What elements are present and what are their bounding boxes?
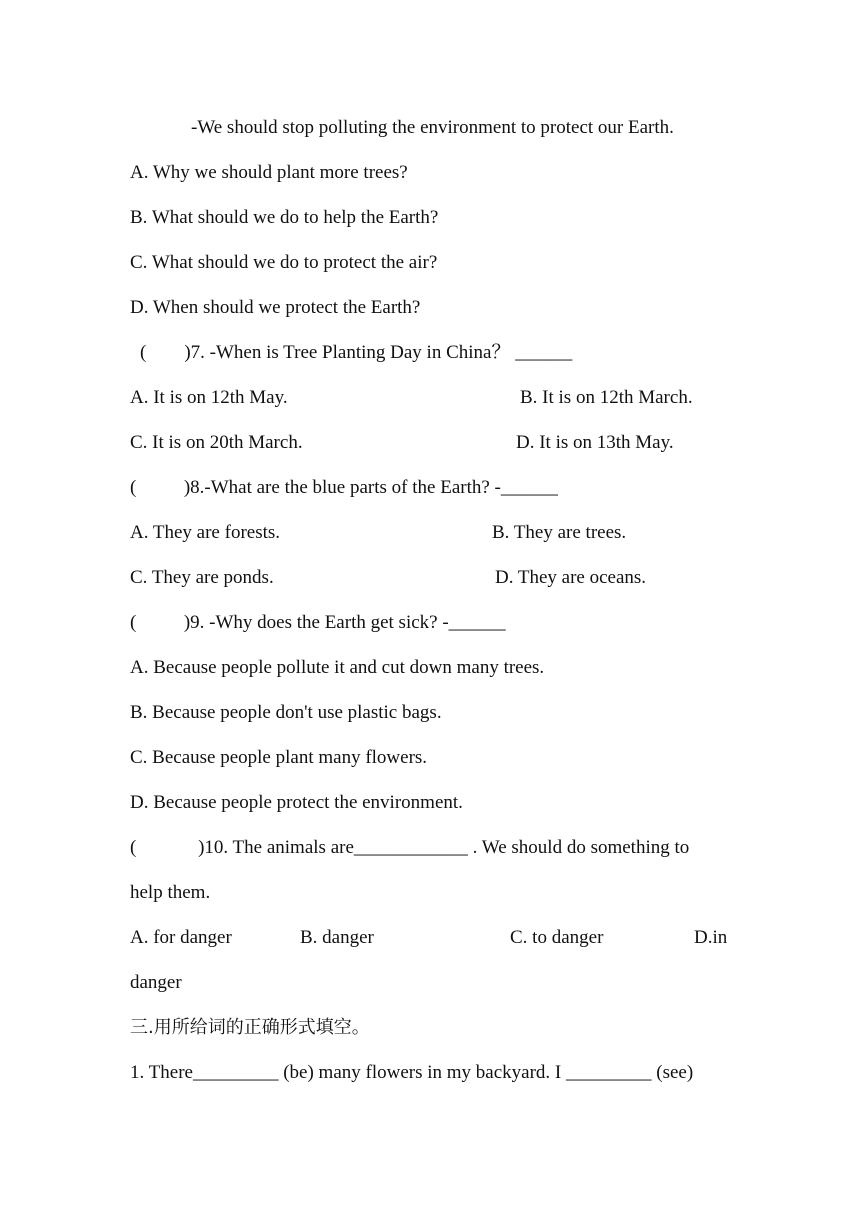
q9-stem: ( )9. -Why does the Earth get sick? -______: [130, 612, 506, 633]
q8-option-b: B. They are trees.: [492, 522, 627, 543]
q9-option-b: B. Because people don't use plastic bags.: [130, 702, 442, 723]
q9-option-a: A. Because people pollute it and cut down many trees.: [130, 657, 545, 678]
q7-option-c: C. It is on 20th March.: [130, 432, 303, 453]
q6-option-d: D. When should we protect the Earth?: [130, 297, 421, 318]
q6-option-a: A. Why we should plant more trees?: [130, 162, 408, 183]
q7-option-a: A. It is on 12th May.: [130, 387, 288, 408]
q10-stem-line2: help them.: [130, 882, 211, 903]
section3-heading: 三.用所给词的正确形式填空。: [130, 1017, 370, 1038]
q10-option-d-wrap: danger: [130, 972, 182, 993]
q8-option-d: D. They are oceans.: [495, 567, 647, 588]
q10-option-c: C. to danger: [510, 927, 604, 948]
q7-stem: ( )7. -When is Tree Planting Day in China？ ______: [140, 342, 573, 363]
q10-stem-line1: ( )10. The animals are____________ . We should do something to: [130, 837, 690, 858]
q8-stem: ( )8.-What are the blue parts of the Earth? -______: [130, 477, 558, 498]
q7-option-b: B. It is on 12th March.: [520, 387, 693, 408]
q10-option-b: B. danger: [300, 927, 374, 948]
q6-answer-line: -We should stop polluting the environment to protect our Earth.: [191, 117, 674, 138]
q6-option-c: C. What should we do to protect the air?: [130, 252, 438, 273]
q8-option-c: C. They are ponds.: [130, 567, 274, 588]
q9-option-c: C. Because people plant many flowers.: [130, 747, 428, 768]
q6-option-b: B. What should we do to help the Earth?: [130, 207, 439, 228]
q7-option-d: D. It is on 13th May.: [516, 432, 674, 453]
q10-option-a: A. for danger: [130, 927, 232, 948]
section3-item1: 1. There_________ (be) many flowers in my backyard. I _________ (see): [130, 1062, 694, 1083]
q9-option-d: D. Because people protect the environment.: [130, 792, 463, 813]
q10-option-d: D.in: [694, 927, 728, 948]
q8-option-a: A. They are forests.: [130, 522, 281, 543]
